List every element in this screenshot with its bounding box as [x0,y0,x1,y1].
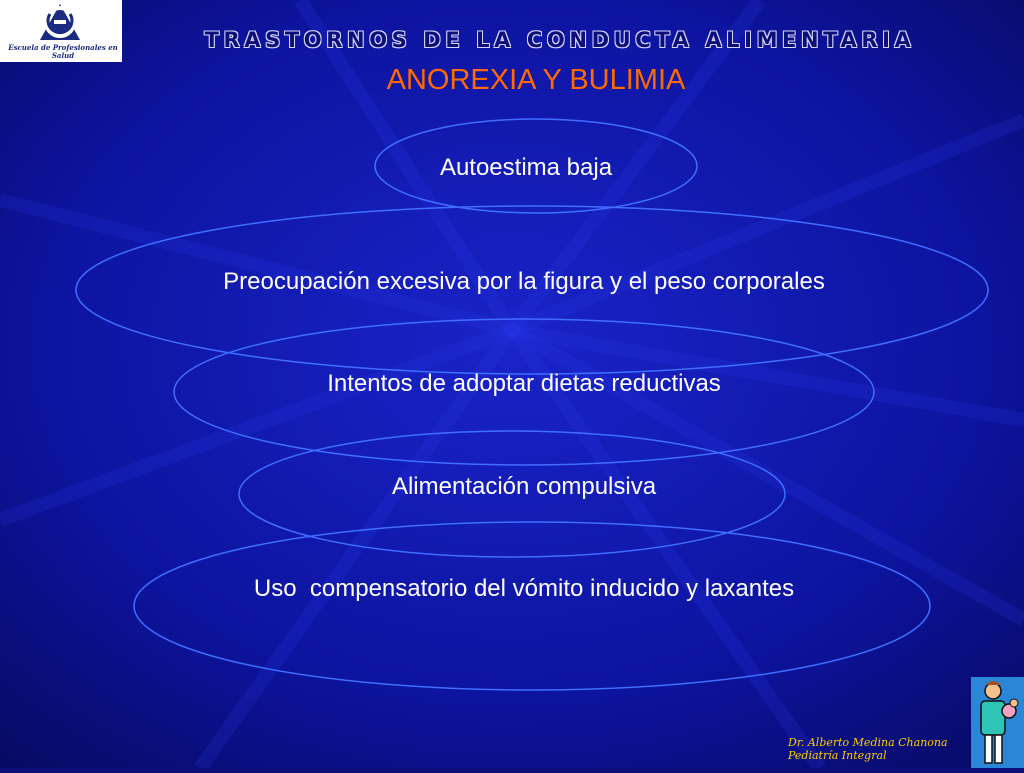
doctor-with-baby-icon [971,677,1024,768]
author-credit [788,736,948,762]
slide-subtitle: ANOREXIA Y BULIMIA [386,64,686,96]
node-label-autoestima: Autoestima baja [439,154,613,181]
node-label-preocupacion: Preocupación excesiva por la figura y el peso corporales [223,268,825,295]
node-label-dietas: Intentos de adoptar dietas reductivas [327,370,721,397]
logo-text: Escuela de Profesionales en Salud [8,43,118,60]
author-department: Pediatría Integral [788,749,887,762]
node-label-vomito: Uso compensatorio del vómito inducido y laxantes [253,575,795,602]
ellipse-vomito [134,522,930,690]
slide-title: TRASTORNOS DE LA CONDUCTA ALIMENTARIA [204,28,916,52]
node-label-compulsiva: Alimentación compulsiva [391,473,657,500]
author-name: Dr. Alberto Medina Chanona [788,736,948,749]
